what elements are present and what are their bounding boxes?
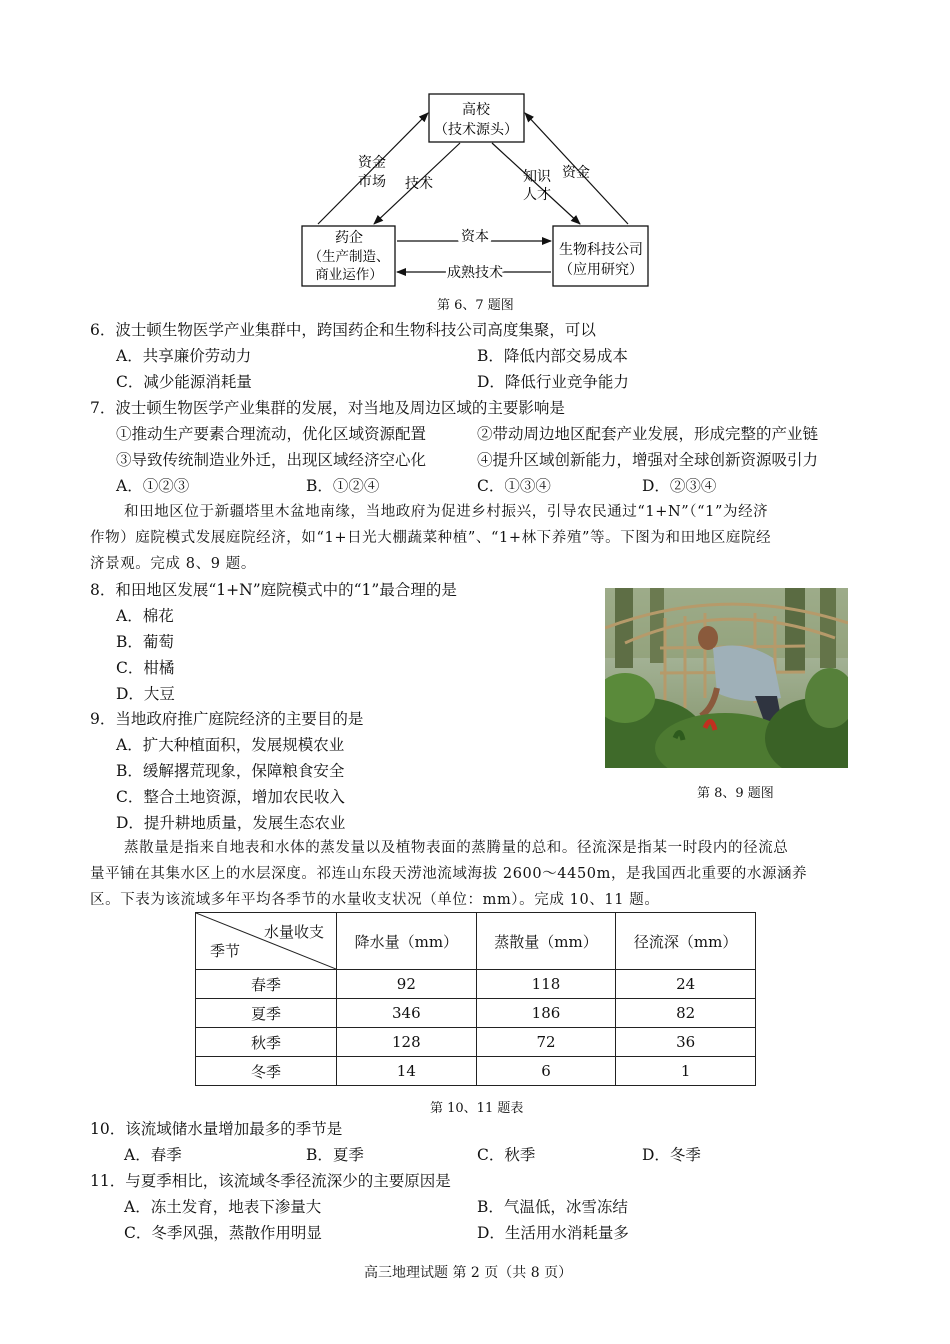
node-pharma-sub1: （生产制造、 [308,249,390,265]
q11-option-b: B．气温低，冰雪冻结 [477,1198,628,1216]
table-cell: 186 [476,999,616,1028]
node-pharma-title: 药企 [335,230,363,246]
table-cell: 1 [616,1057,756,1086]
courtyard-economy-photo [605,588,848,768]
table-caption: 第 10、11 题表 [430,1101,524,1116]
edge-label-capital: 资本 [461,229,489,245]
q10-option-b: B．夏季 [306,1146,364,1164]
table-cell: 92 [337,970,477,999]
table-cell: 118 [476,970,616,999]
q8-option-b: B．葡萄 [116,633,174,651]
intro-10-11-line-2: 量平铺在其集水区上的水层深度。祁连山东段天涝池流域海拔 2600～4450m，是我国西北重要的水源涵养 [90,866,808,882]
q7-option-a: A．①②③ [116,477,190,495]
table-cell: 346 [337,999,477,1028]
node-university-sub: （技术源头） [434,122,518,138]
q8-option-c: C．柑橘 [116,659,175,677]
q9-option-c: C．整合土地资源，增加农民收入 [116,788,345,806]
edge-label-funds: 资金 [562,165,590,181]
q10-option-d: D．冬季 [642,1146,701,1164]
q7-stem: 7．波士顿生物医学产业集群的发展，对当地及周边区域的主要影响是 [90,399,565,417]
q7-item-1: ①推动生产要素合理流动，优化区域资源配置 [116,425,427,443]
edge-label-funds-market-2: 市场 [358,174,386,190]
q9-option-a: A．扩大种植面积，发展规模农业 [116,736,345,754]
edge-label-funds-market-1: 资金 [358,155,386,171]
table-diagonal-top: 水量收支 [263,923,324,941]
q6-option-a: A．共享廉价劳动力 [116,347,252,365]
industry-cluster-diagram [0,0,950,300]
q9-option-b: B．缓解撂荒现象，保障粮食安全 [116,762,345,780]
edge-label-knowledge-talent-2: 人才 [523,187,551,203]
table-header-runoff: 径流深（mm） [616,913,756,970]
node-pharma-sub2: 商业运作） [315,267,383,283]
q7-item-3: ③导致传统制造业外迁，出现区域经济空心化 [116,451,427,469]
diagram-caption: 第 6、7 题图 [437,298,514,313]
table-cell: 128 [337,1028,477,1057]
table-cell: 72 [476,1028,616,1057]
q6-option-d: D．降低行业竞争能力 [477,373,629,391]
intro-10-11-line-1: 蒸散量是指来自地表和水体的蒸发量以及植物表面的蒸腾量的总和。径流深是指某一时段内的径流总 [124,840,789,856]
edge-label-mature-tech: 成熟技术 [447,265,503,281]
page-footer: 高三地理试题 第 2 页（共 8 页） [364,1265,573,1281]
photo-caption: 第 8、9 题图 [697,786,774,801]
table-diagonal-header [196,913,337,970]
q10-stem: 10．该流域储水量增加最多的季节是 [90,1120,343,1138]
q11-option-c: C．冬季风强，蒸散作用明显 [124,1224,322,1242]
node-university-title: 高校 [462,102,490,118]
table-row [196,1028,756,1057]
table-row [196,1057,756,1086]
node-biotech-title: 生物科技公司 [559,242,643,258]
intro-10-11-line-3: 区。下表为该流域多年平均各季节的水量收支状况（单位：mm）。完成 10、11 题。 [90,892,660,908]
q10-option-a: A．春季 [124,1146,182,1164]
table-season: 夏季 [196,999,337,1028]
table-season: 冬季 [196,1057,337,1086]
table-cell: 24 [616,970,756,999]
q7-option-d: D．②③④ [642,477,717,495]
intro-8-9-line-1: 和田地区位于新疆塔里木盆地南缘，当地政府为促进乡村振兴，引导农民通过“1+N”（“1”为经济 [124,504,769,520]
table-row [196,999,756,1028]
q9-stem: 9．当地政府推广庭院经济的主要目的是 [90,710,364,728]
table-diagonal-bottom: 季节 [210,942,241,960]
q6-option-c: C．减少能源消耗量 [116,373,252,391]
q11-option-d: D．生活用水消耗量多 [477,1224,629,1242]
table-cell: 14 [337,1057,477,1086]
table-season: 秋季 [196,1028,337,1057]
table-cell: 36 [616,1028,756,1057]
q8-stem: 8．和田地区发展“1+N”庭院模式中的“1”最合理的是 [90,581,457,599]
q11-stem: 11．与夏季相比，该流域冬季径流深少的主要原因是 [90,1172,451,1190]
water-budget-table [195,912,756,1086]
q6-stem: 6．波士顿生物医学产业集群中，跨国药企和生物科技公司高度集聚，可以 [90,321,596,339]
intro-8-9-line-3: 济景观。完成 8、9 题。 [90,556,256,572]
q7-option-b: B．①②④ [306,477,380,495]
q7-item-4: ④提升区域创新能力，增强对全球创新资源吸引力 [477,451,819,469]
table-cell: 82 [616,999,756,1028]
q6-option-b: B．降低内部交易成本 [477,347,628,365]
q7-option-c: C．①③④ [477,477,551,495]
table-season: 春季 [196,970,337,999]
node-biotech-sub: （应用研究） [559,262,643,278]
edge-label-knowledge-talent-1: 知识 [523,169,551,185]
table-header-evapotranspiration: 蒸散量（mm） [476,913,616,970]
edge-label-technology: 技术 [405,176,433,192]
q8-option-a: A．棉花 [116,607,174,625]
q9-option-d: D．提升耕地质量，发展生态农业 [116,814,346,832]
q11-option-a: A．冻土发育，地表下渗量大 [124,1198,322,1216]
table-cell: 6 [476,1057,616,1086]
table-row [196,970,756,999]
q10-option-c: C．秋季 [477,1146,536,1164]
q7-item-2: ②带动周边地区配套产业发展，形成完整的产业链 [477,425,819,443]
intro-8-9-line-2: 作物）庭院模式发展庭院经济，如“1+日光大棚蔬菜种植”、“1+林下养殖”等。下图为和田地区庭院经 [90,530,772,546]
q8-option-d: D．大豆 [116,685,175,703]
table-header-precipitation: 降水量（mm） [337,913,477,970]
